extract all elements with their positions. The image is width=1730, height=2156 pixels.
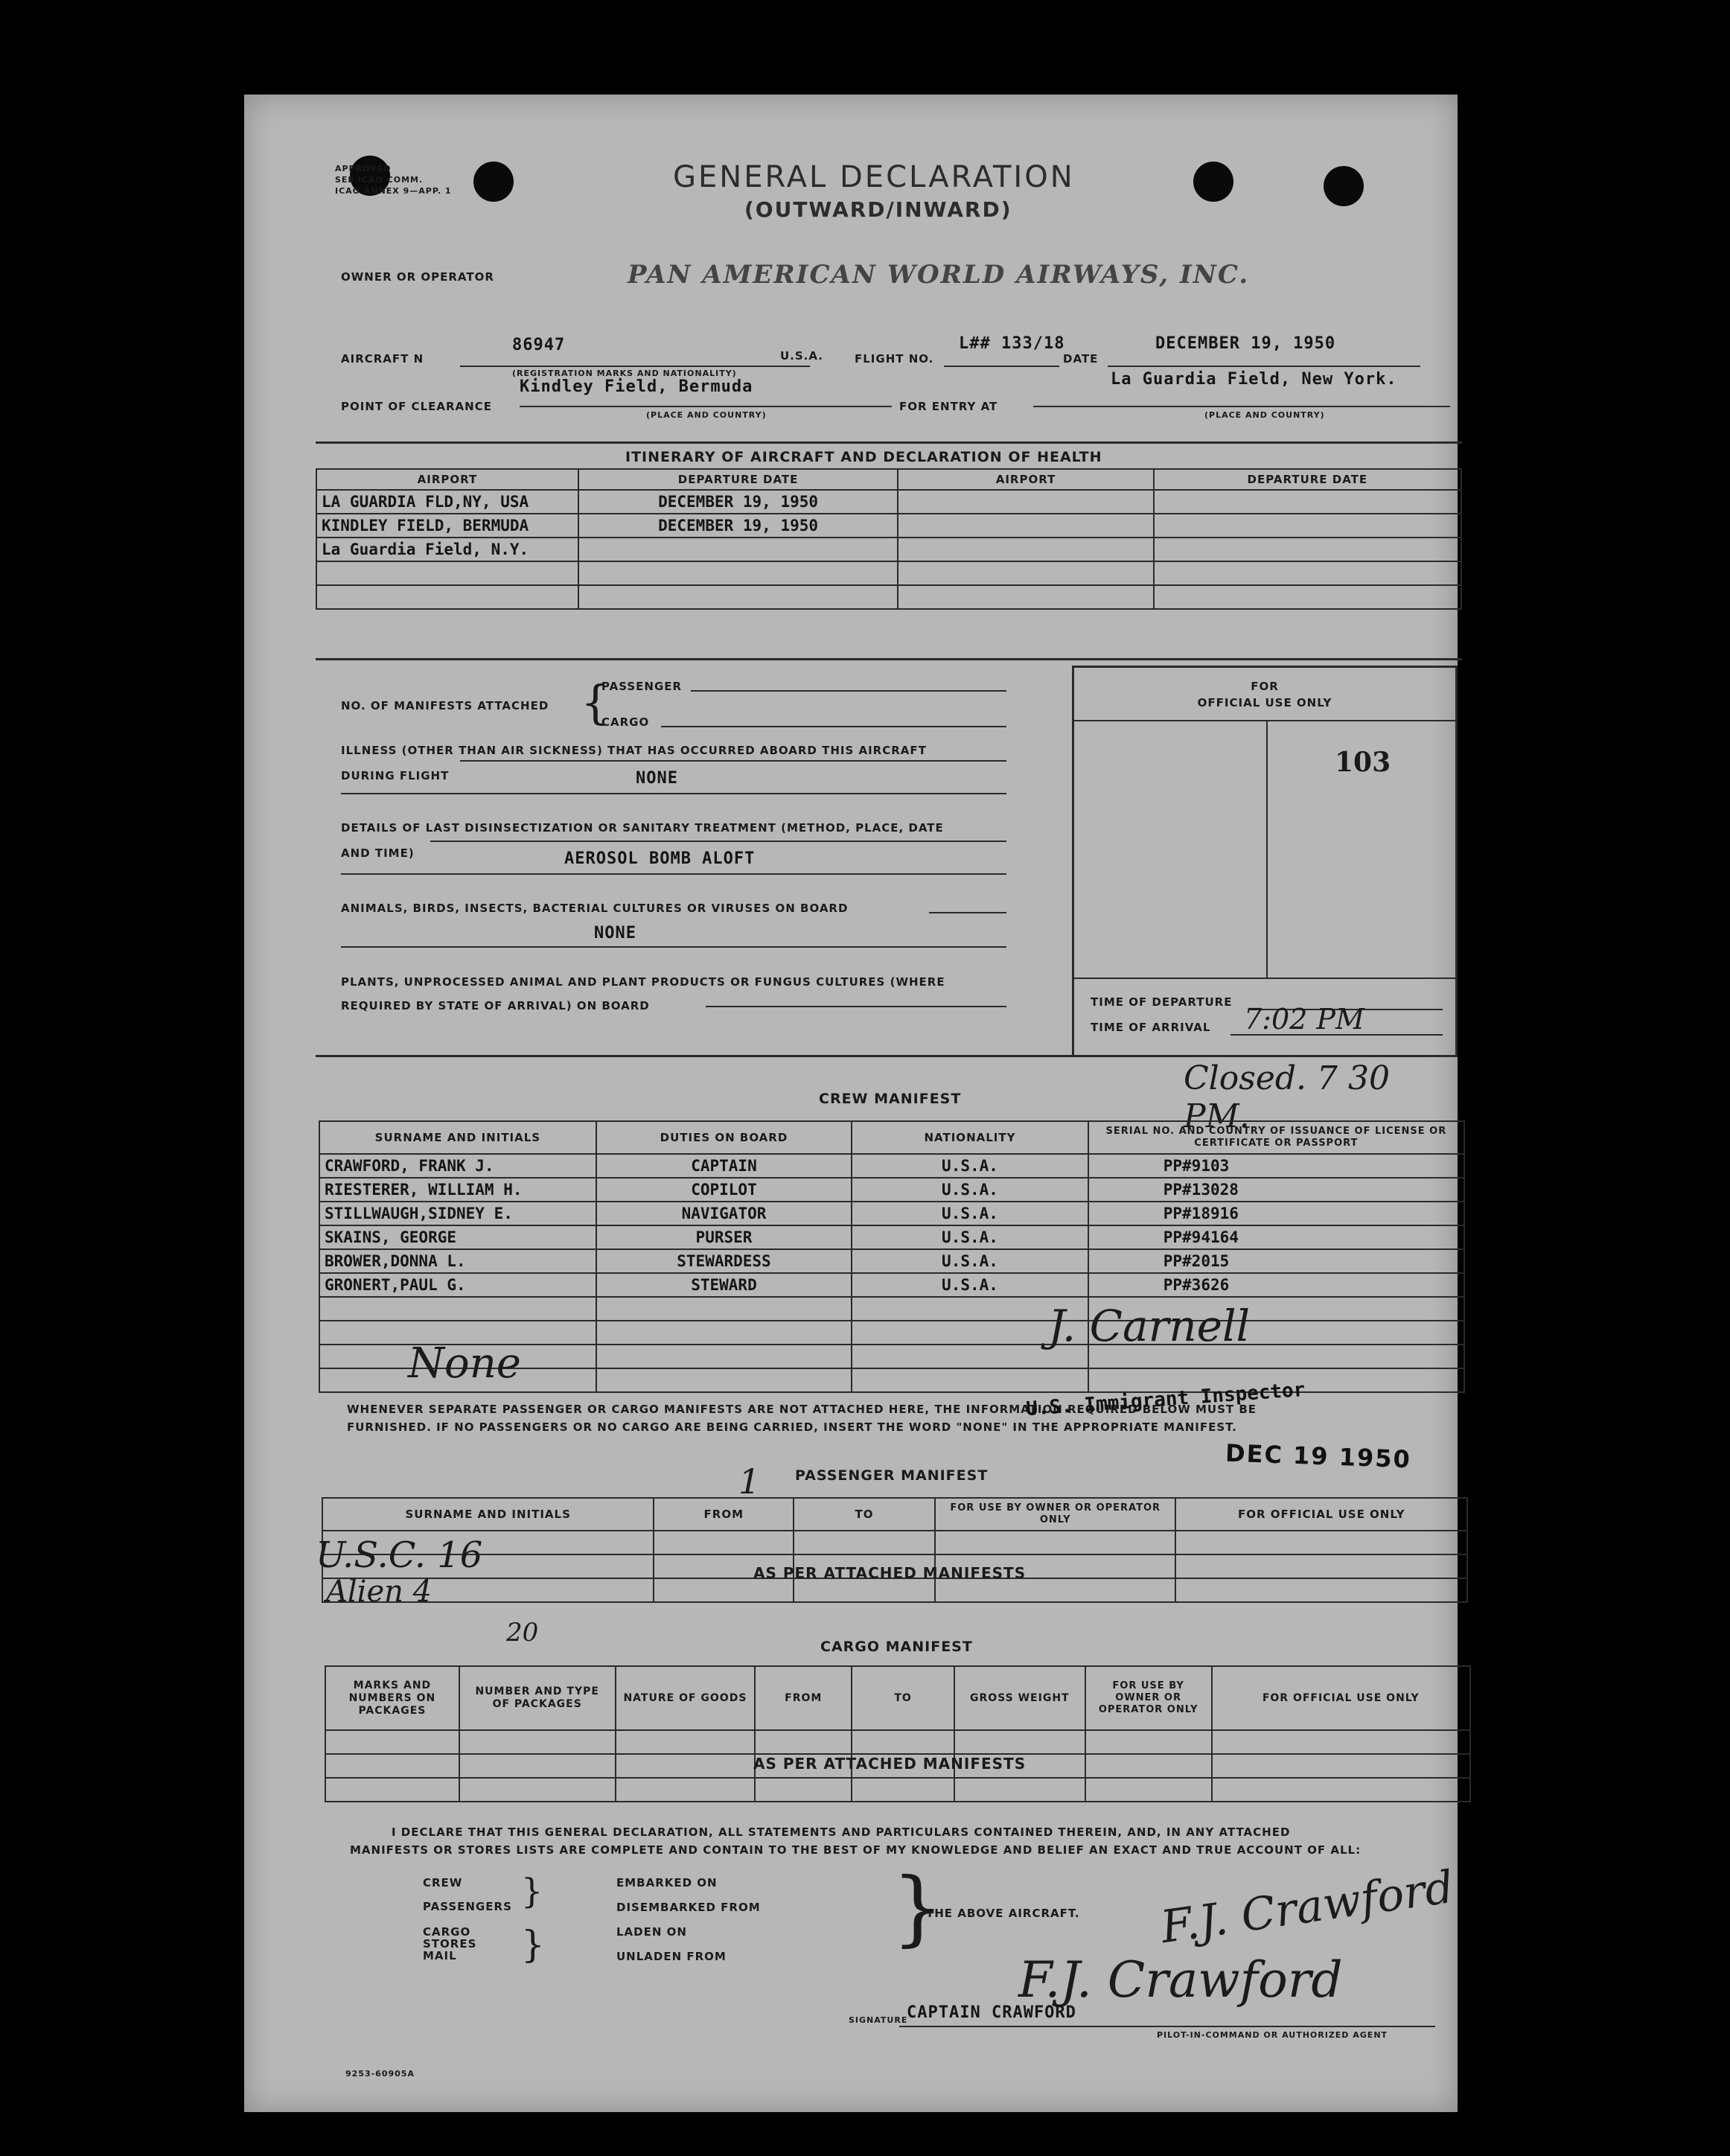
brace-icon: } <box>521 1871 543 1911</box>
punch-hole <box>1193 162 1233 202</box>
crew-title: CREW MANIFEST <box>819 1091 962 1107</box>
disinsect-label: DETAILS OF LAST DISINSECTIZATION OR SANITARY TREATMENT (METHOD, PLACE, DATE AND TIME) <box>341 821 944 860</box>
table-row: KINDLEY FIELD, BERMUDA DECEMBER 19, 1950 <box>316 514 1461 538</box>
cargo-label: CARGO <box>601 715 650 729</box>
column-header: GROSS WEIGHT <box>954 1666 1085 1730</box>
departure-time-label: TIME OF DEPARTURE <box>1091 995 1233 1009</box>
table-row: STILLWAUGH,SIDNEY E. NAVIGATOR U.S.A. PP#18916 <box>319 1202 1464 1225</box>
table-row: LA GUARDIA FLD,NY, USA DECEMBER 19, 1950 <box>316 490 1461 514</box>
passenger-label: PASSENGER <box>601 680 683 693</box>
owner-value: PAN AMERICAN WORLD AIRWAYS, INC. <box>628 260 1250 290</box>
form-subtitle: (OUTWARD/INWARD) <box>744 197 1012 222</box>
table-row <box>319 1297 1464 1321</box>
column-header: SERIAL NO. AND COUNTRY OF ISSUANCE OF LICENSE OR CERTIFICATE OR PASSPORT <box>1088 1121 1464 1154</box>
column-header: DUTIES ON BOARD <box>596 1121 852 1154</box>
manifests-label: NO. OF MANIFESTS ATTACHED <box>341 699 549 712</box>
the-above-aircraft: THE ABOVE AIRCRAFT. <box>926 1907 1080 1920</box>
table-row: SKAINS, GEORGE PURSER U.S.A. PP#94164 <box>319 1225 1464 1249</box>
approval-note: APPROVED SEE ICAO COMM. ICAO ANNEX 9—APP. 1 <box>335 164 452 196</box>
cargo-title: CARGO MANIFEST <box>820 1639 973 1655</box>
brace-icon: } <box>521 1923 545 1966</box>
flight-date: DECEMBER 19, 1950 <box>1155 334 1336 353</box>
table-row: RIESTERER, WILLIAM H. COPILOT U.S.A. PP#13028 <box>319 1178 1464 1202</box>
plants-label: PLANTS, UNPROCESSED ANIMAL AND PLANT PRODUCTS OR FUNGUS CULTURES (WHERE REQUIRED BY STATE OF ARRIVAL) ON BOARD <box>341 975 945 1012</box>
passenger-per-attached: AS PER ATTACHED MANIFESTS <box>753 1564 1027 1582</box>
aircraft-nationality: U.S.A. <box>780 349 823 363</box>
column-header: SURNAME AND INITIALS <box>322 1498 654 1531</box>
table-row <box>316 585 1461 609</box>
column-header: FOR OFFICIAL USE ONLY <box>1175 1498 1467 1531</box>
illness-value: NONE <box>636 769 678 788</box>
registration-caption: (REGISTRATION MARKS AND NATIONALITY) <box>512 369 737 378</box>
column-header: MARKS AND NUMBERS ON PACKAGES <box>325 1666 459 1730</box>
table-row: BROWER,DONNA L. STEWARDESS U.S.A. PP#2015 <box>319 1249 1464 1273</box>
column-header: FROM <box>654 1498 794 1531</box>
declaration-form <box>244 95 1458 2112</box>
declaration-text: I DECLARE THAT THIS GENERAL DECLARATION, ALL STATEMENTS AND PARTICULARS CONTAINED THEREIN, AND, IN ANY ATTACHED MANIFESTS OR STORES LISTS ARE COMPLETE AND CONTAIN TO THE BEST OF MY KNOWLEDGE AND BELIEF AN EXACT AND TRUE ACCOUNT OF ALL: <box>350 1825 1362 1857</box>
column-header: NUMBER AND TYPE OF PACKAGES <box>459 1666 616 1730</box>
inspector-stamp: U.S. Immigrant Inspector <box>1025 1378 1306 1421</box>
column-header: DEPARTURE DATE <box>1154 469 1461 490</box>
table-row: La Guardia Field, N.Y. <box>316 538 1461 561</box>
form-title: GENERAL DECLARATION <box>673 160 1075 194</box>
aircraft-label: AIRCRAFT N <box>341 352 424 366</box>
passenger-title: PASSENGER MANIFEST <box>795 1467 989 1484</box>
column-header: AIRPORT <box>316 469 578 490</box>
passenger-count-note: 1 <box>738 1461 761 1502</box>
form-number: 9253-60905A <box>345 2069 415 2079</box>
closed-note: Closed. 7 30 PM. <box>1184 1059 1390 1135</box>
entry-caption: (PLACE AND COUNTRY) <box>1204 410 1325 420</box>
arrival-time-value: 7:02 PM <box>1244 1003 1364 1036</box>
flight-label: FLIGHT NO. <box>855 352 934 366</box>
table-header-row <box>316 469 1461 490</box>
passenger-hand-total: 20 <box>506 1618 539 1648</box>
disinsect-value: AEROSOL BOMB ALOFT <box>564 849 756 868</box>
animals-value: NONE <box>594 924 636 943</box>
punch-hole <box>1324 166 1364 206</box>
itinerary-table <box>316 468 1462 610</box>
column-header: FOR USE BY OWNER OR OPERATOR ONLY <box>935 1498 1176 1531</box>
entry-point: La Guardia Field, New York. <box>1111 370 1397 389</box>
table-row: CRAWFORD, FRANK J. CAPTAIN U.S.A. PP#9103 <box>319 1154 1464 1178</box>
table-header-row <box>319 1121 1464 1154</box>
inspector-signature: J. Carnell <box>1048 1301 1251 1351</box>
column-header: AIRPORT <box>898 469 1153 490</box>
column-header: TO <box>852 1666 954 1730</box>
official-use-box <box>1072 666 1458 1057</box>
illness-label: ILLNESS (OTHER THAN AIR SICKNESS) THAT HAS OCCURRED ABOARD THIS AIRCRAFT DURING FLIGHT <box>341 744 927 782</box>
stamp-date: DEC 19 1950 <box>1225 1438 1412 1474</box>
table-row <box>316 561 1461 585</box>
passenger-hand-usc: U.S.C. 16 <box>316 1534 483 1576</box>
column-header: DEPARTURE DATE <box>578 469 898 490</box>
clearance-caption: (PLACE AND COUNTRY) <box>646 410 767 420</box>
declaration-items-right: EMBARKED ON DISEMBARKED FROM LADEN ON UNLADEN FROM <box>616 1876 761 1963</box>
brace-icon: { <box>581 675 610 730</box>
punch-hole <box>473 162 514 202</box>
column-header: FROM <box>755 1666 852 1730</box>
official-number: 103 <box>1335 747 1391 778</box>
signature-typed: CAPTAIN CRAWFORD <box>907 2003 1076 2022</box>
manifest-notice: WHENEVER SEPARATE PASSENGER OR CARGO MANIFESTS ARE NOT ATTACHED HERE, THE INFORMATION REQUIRED BELOW MUST BE FURNISHED. IF NO PASSENGERS OR NO CARGO ARE BEING CARRIED, INSERT THE WORD "NONE" IN THE APPROPRIATE MANIFEST. <box>347 1403 1257 1434</box>
owner-label: OWNER OR OPERATOR <box>341 270 494 284</box>
column-header: TO <box>794 1498 935 1531</box>
animals-label: ANIMALS, BIRDS, INSECTS, BACTERIAL CULTURES OR VIRUSES ON BOARD <box>341 902 849 915</box>
itinerary-title: ITINERARY OF AIRCRAFT AND DECLARATION OF HEALTH <box>625 449 1102 465</box>
table-row: GRONERT,PAUL G. STEWARD U.S.A. PP#3626 <box>319 1273 1464 1297</box>
captain-signature-lower: F.J. Crawford <box>1018 1951 1343 2009</box>
date-label: DATE <box>1063 352 1099 366</box>
arrival-time-label: TIME OF ARRIVAL <box>1091 1021 1211 1034</box>
column-header: NATIONALITY <box>852 1121 1088 1154</box>
captain-signature-upper: F.J. Crawford <box>1158 1860 1457 1954</box>
crew-none-handwritten: None <box>408 1339 521 1388</box>
column-header: FOR OFFICIAL USE ONLY <box>1212 1666 1470 1730</box>
declaration-items-left: CREW PASSENGERS CARGO STORES MAIL <box>423 1876 512 1962</box>
official-title: FOR OFFICIAL USE ONLY <box>1197 680 1332 709</box>
table-header-row <box>325 1666 1470 1730</box>
passenger-hand-alien: Alien 4 <box>326 1575 432 1609</box>
cargo-per-attached: AS PER ATTACHED MANIFESTS <box>753 1755 1027 1773</box>
entry-label: FOR ENTRY AT <box>899 400 998 413</box>
flight-number: L## 133/18 <box>959 334 1065 353</box>
cargo-table <box>325 1665 1471 1802</box>
aircraft-registration: 86947 <box>512 336 566 354</box>
column-header: FOR USE BY OWNER OR OPERATOR ONLY <box>1085 1666 1212 1730</box>
column-header: NATURE OF GOODS <box>616 1666 756 1730</box>
brace-icon: } <box>892 1860 944 1955</box>
column-header: SURNAME AND INITIALS <box>319 1121 596 1154</box>
clearance-point: Kindley Field, Bermuda <box>520 377 753 396</box>
table-row <box>322 1531 1467 1554</box>
signature-label: SIGNATURE <box>849 2015 908 2025</box>
table-row <box>325 1778 1470 1802</box>
pilot-label: PILOT-IN-COMMAND OR AUTHORIZED AGENT <box>1157 2030 1388 2040</box>
table-header-row <box>322 1498 1467 1531</box>
table-row <box>325 1730 1470 1754</box>
passenger-table <box>322 1497 1468 1603</box>
clearance-label: POINT OF CLEARANCE <box>341 400 492 413</box>
